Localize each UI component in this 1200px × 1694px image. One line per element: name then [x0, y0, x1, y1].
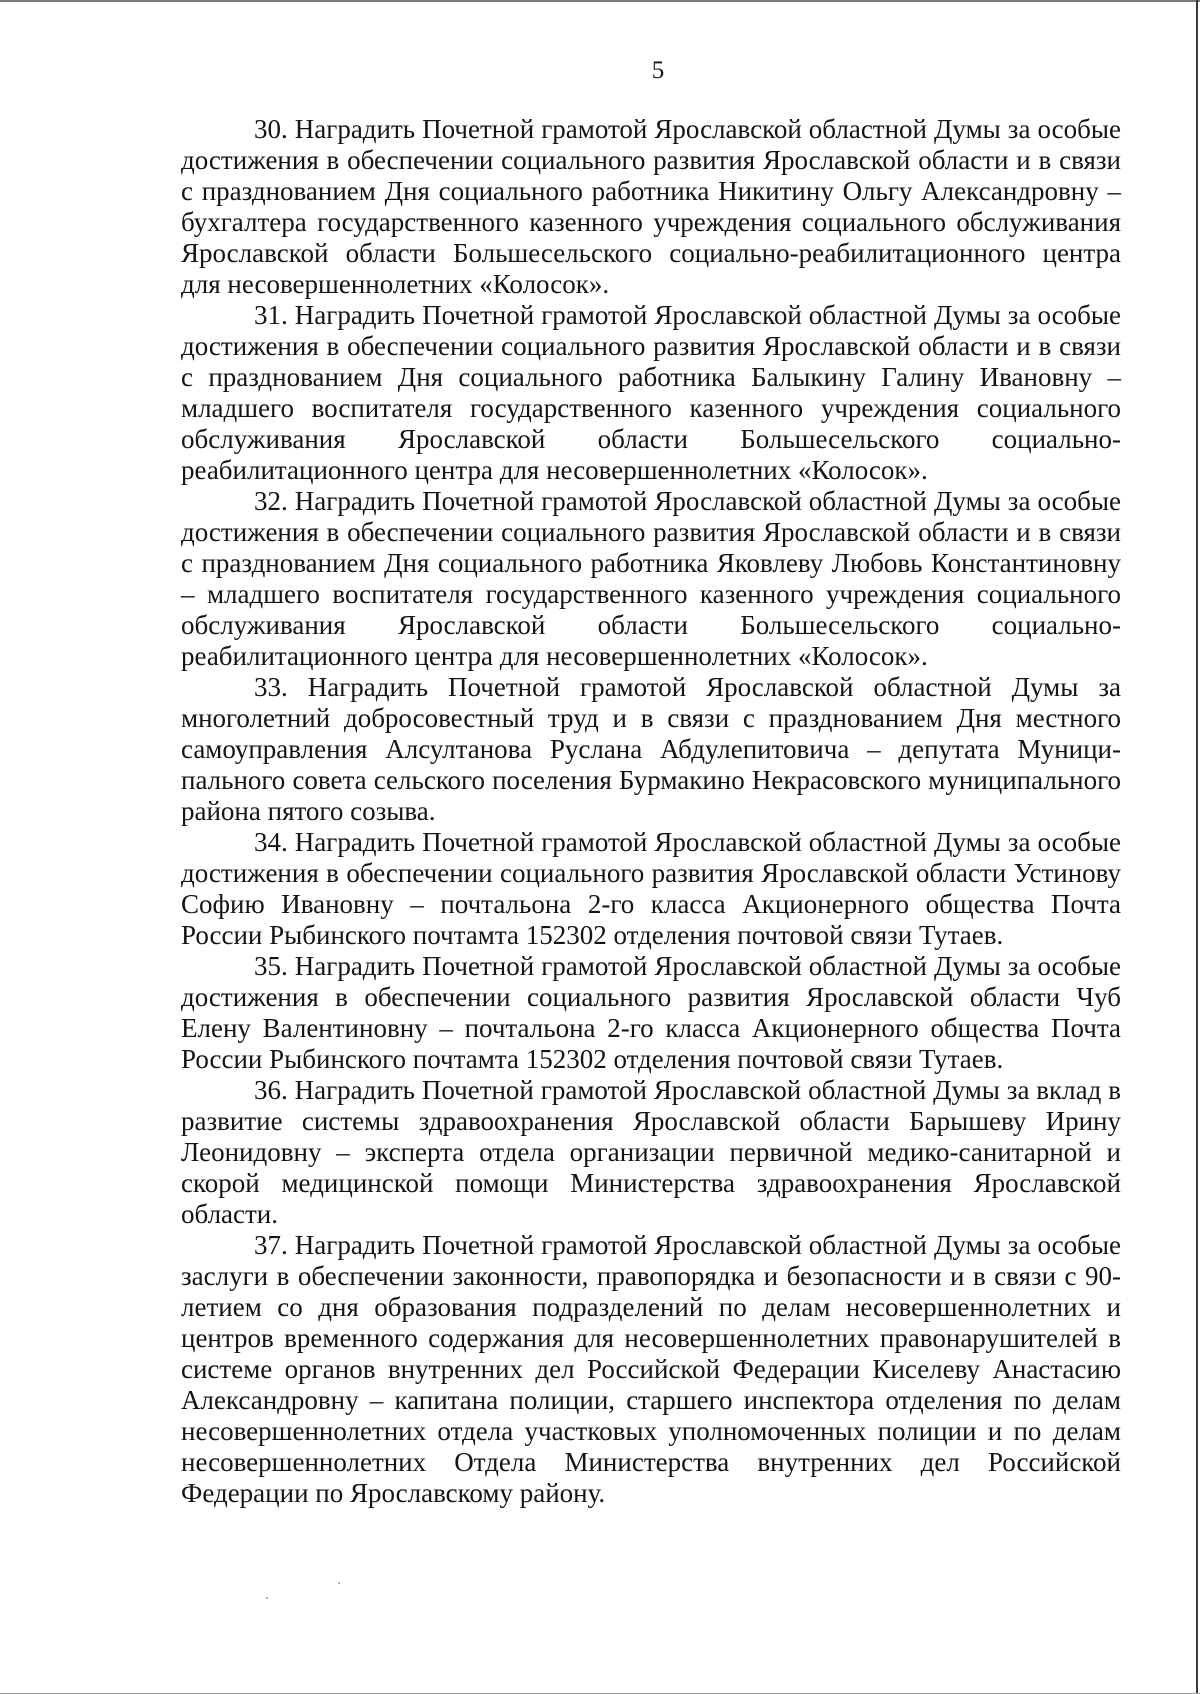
paragraph-item-31: 31. Наградить Почетной грамотой Ярославской областной Думы за особые достижения в обеспечении социального развития Ярославской области и в связи с празднованием Дня социального работника Балыкину Галину Ивановну – младшего воспитателя государственного казенного учреждения социального обслуживания Ярославской области Большесельского социально-реабилитационного центра для несовершеннолетних «Колосок».	[181, 300, 1121, 485]
scan-speck	[266, 1597, 268, 1599]
paragraph-item-37: 37. Наградить Почетной грамотой Ярославской областной Думы за особые заслуги в обеспечении законности, правопорядка и безопасности и в связи с 90-летием со дня образования подразделений по делам несовершеннолетних и центров временного содержания для несовершеннолетних правонарушителей в системе органов внутренних дел Российской Федерации Киселеву Анастасию Александровну – капитана полиции, старшего инспектора отделения по делам несовершеннолетних отдела участковых уполномоченных полиции и по делам несовершеннолетних Отдела Министерства внутренних дел Российской Федерации по Ярославскому району.	[181, 1230, 1121, 1508]
page-number: 5	[651, 57, 665, 84]
paragraph-item-33: 33. Наградить Почетной грамотой Ярославской областной Думы за многолетний добросовестный труд и в связи с празднованием Дня местного самоуправления Алсултанова Руслана Абдулепитовича – депутата Муниципального совета сельского поселения Бурмакино Некрасовского муниципального района пятого созыва.	[181, 672, 1121, 826]
paragraph-item-30: 30. Наградить Почетной грамотой Ярославской областной Думы за особые достижения в обеспечении социального развития Ярославской области и в связи с празднованием Дня социального работника Никитину Ольгу Александровну – бухгалтера государственного казенного учреждения социального обслуживания Ярославской области Большесельского социально-реабилитационного центра для несовершеннолетних «Колосок».	[181, 114, 1121, 299]
scan-top-edge	[0, 0, 1200, 2]
scan-right-edge	[1196, 0, 1198, 1694]
paragraph-item-35: 35. Наградить Почетной грамотой Ярославской областной Думы за особые достижения в обеспечении социального развития Ярославской области Чуб Елену Валентиновну – почтальона 2-го класса Акционерного общества Почта России Рыбинского почтамта 152302 отделения почтовой связи Тутаев.	[181, 951, 1121, 1074]
paragraph-item-36: 36. Наградить Почетной грамотой Ярославской областной Думы за вклад в развитие системы здравоохранения Ярославской области Барышеву Ирину Леонидовну – эксперта отдела организации первичной медико-санитарной и скорой медицинской помощи Министерства здравоохранения Ярославской области.	[181, 1075, 1121, 1229]
paragraph-item-34: 34. Наградить Почетной грамотой Ярославской областной Думы за особые достижения в обеспечении социального развития Ярославской области Устинову Софию Ивановну – почтальона 2-го класса Акционерного общества Почта России Рыбинского почтамта 152302 отделения почтовой связи Тутаев.	[181, 827, 1121, 950]
scan-speck	[338, 1582, 340, 1584]
paragraph-item-32: 32. Наградить Почетной грамотой Ярославской областной Думы за особые достижения в обеспечении социального развития Ярославской области и в связи с празднованием Дня социального работника Яковлеву Любовь Константиновну – младшего воспитателя государственного казенного учреждения социального обслуживания Ярославской области Большесельского социально-реабилитационного центра для несовершеннолетних «Колосок».	[181, 486, 1121, 671]
document-body	[181, 114, 1121, 1509]
